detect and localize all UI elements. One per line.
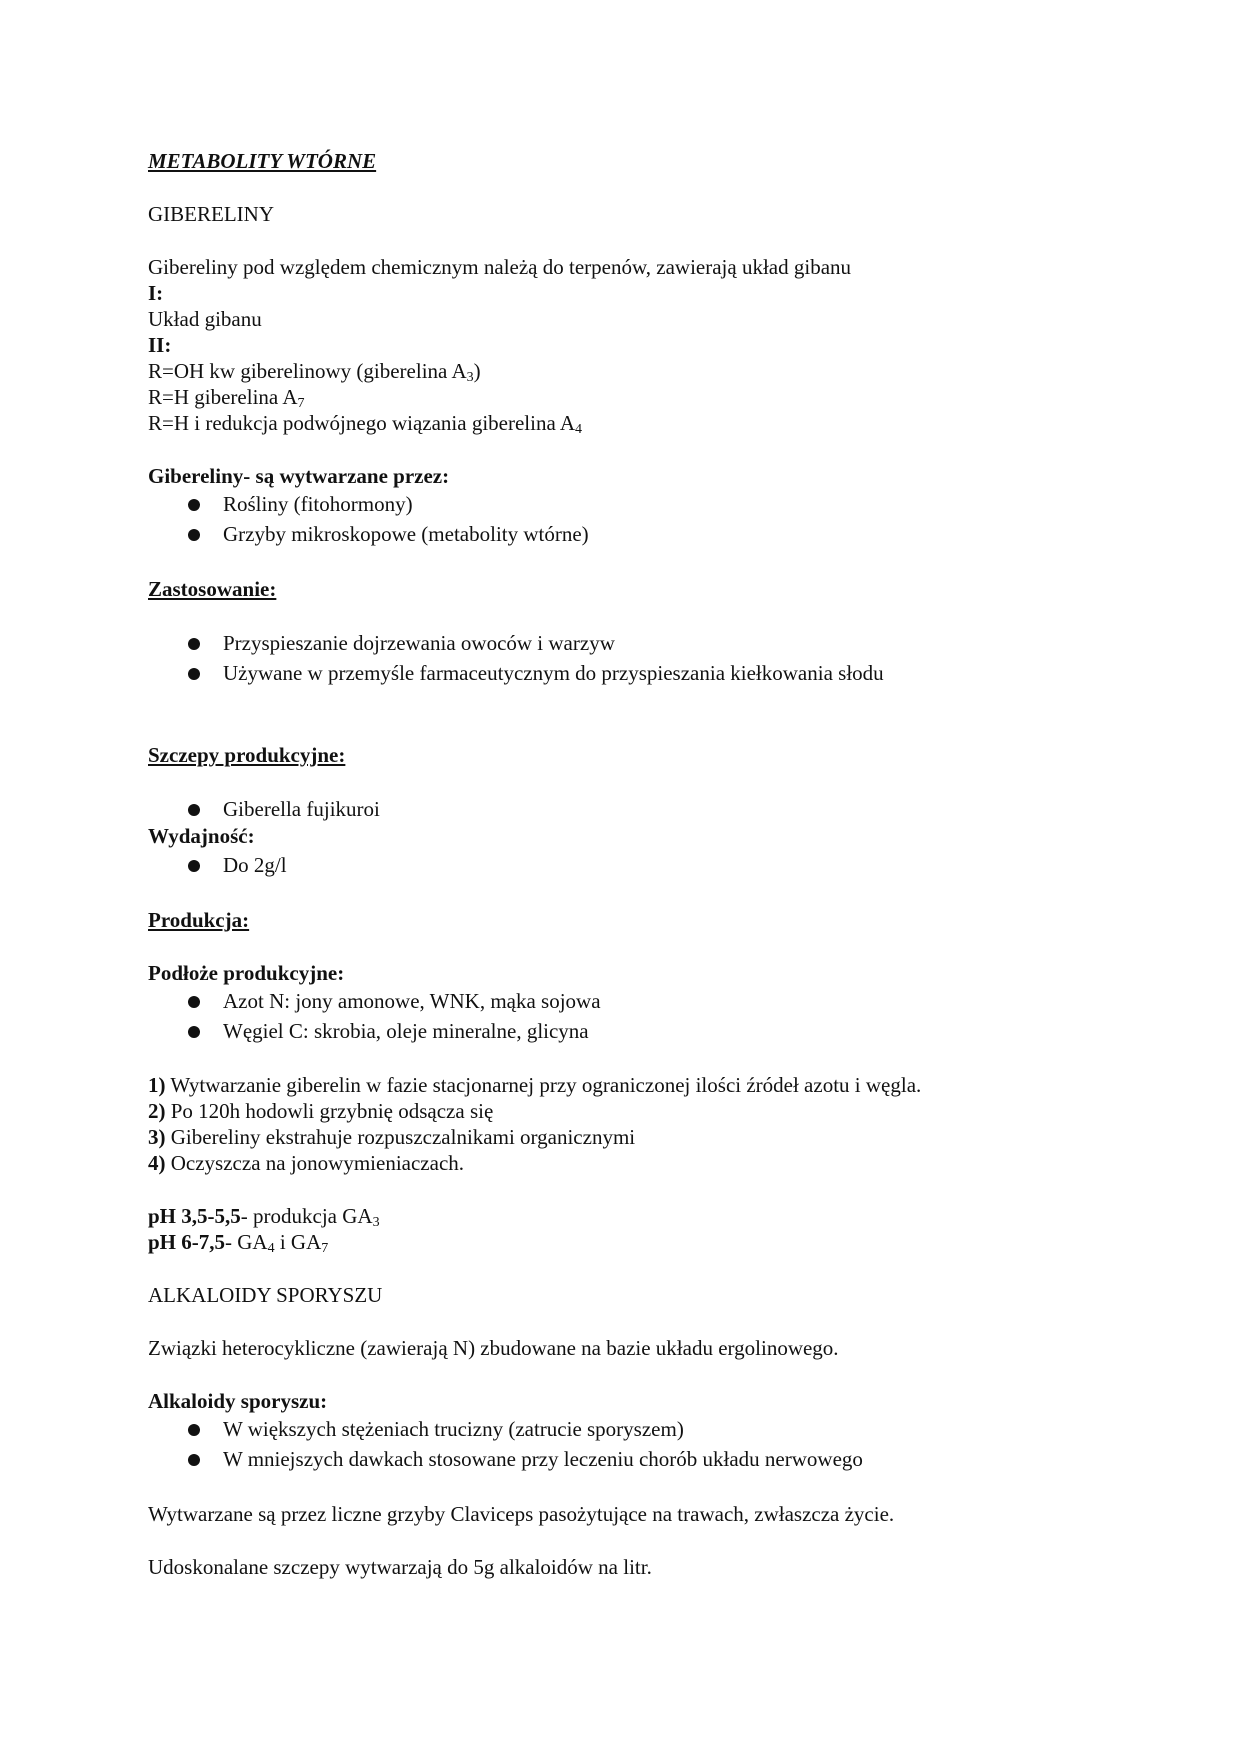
bullet-icon	[188, 1424, 200, 1436]
bullet-icon	[188, 499, 200, 511]
list-item: Używane w przemyśle farmaceutycznym do przyspieszania kiełkowania słodu	[223, 661, 884, 685]
ph-line-1: pH 3,5-5,5- produkcja $GA_3$	[148, 1204, 380, 1230]
step-3: 3) Gibereliny ekstrahuje rozpuszczalnikami organicznymi	[148, 1125, 636, 1149]
produkcja-heading: Produkcja:	[148, 908, 250, 932]
bullet-icon	[188, 1026, 200, 1038]
formula-line-3: R=H i redukcja podwójnego wiązania giberelina $A_4$	[148, 411, 583, 437]
paragraph-claviceps: Wytwarzane są przez liczne grzyby Claviceps pasożytujące na trawach, zwłaszcza życie.	[148, 1502, 895, 1526]
produced-by-heading: Gibereliny- są wytwarzane przez:	[148, 464, 450, 488]
list-item: Giberella fujikuroi	[223, 797, 380, 821]
bullet-icon	[188, 529, 200, 541]
list-item: W większych stężeniach trucizny (zatrucie sporyszem)	[223, 1417, 684, 1441]
bullet-icon	[188, 668, 200, 680]
list-item: Do 2g/l	[223, 853, 287, 877]
section-heading-alkaloidy: ALKALOIDY SPORYSZU	[148, 1283, 383, 1307]
list-item: Przyspieszanie dojrzewania owoców i warzyw	[223, 631, 615, 655]
bullet-icon	[188, 804, 200, 816]
list-item: Grzyby mikroskopowe (metabolity wtórne)	[223, 522, 589, 546]
label-i: I:	[148, 281, 164, 305]
formula-line-2: R=H giberelina $A_7$	[148, 385, 305, 411]
list-item: Azot N: jony amonowe, WNK, mąka sojowa	[223, 989, 601, 1013]
wydajnosc-heading: Wydajność:	[148, 824, 255, 848]
alkaloidy-intro: Związki heterocykliczne (zawierają N) zbudowane na bazie układu ergolinowego.	[148, 1336, 839, 1360]
podloze-heading: Podłoże produkcyjne:	[148, 961, 345, 985]
label-ii: II:	[148, 333, 172, 357]
list-item: Węgiel C: skrobia, oleje mineralne, glicyna	[223, 1019, 589, 1043]
bullet-icon	[188, 638, 200, 650]
szczepy-heading: Szczepy produkcyjne:	[148, 743, 346, 767]
bullet-icon	[188, 996, 200, 1008]
bullet-icon	[188, 1454, 200, 1466]
section-heading-gibereliny: GIBERELINY	[148, 202, 274, 226]
gibereliny-intro: Gibereliny pod względem chemicznym należą do terpenów, zawierają układ gibanu	[148, 255, 852, 279]
document-title: METABOLITY WTÓRNE	[148, 149, 377, 173]
step-2: 2) Po 120h hodowli grzybnię odsącza się	[148, 1099, 494, 1123]
list-item: W mniejszych dawkach stosowane przy leczeniu chorób układu nerwowego	[223, 1447, 863, 1471]
bullet-icon	[188, 860, 200, 872]
list-item: Rośliny (fitohormony)	[223, 492, 413, 516]
step-1: 1) Wytwarzanie giberelin w fazie stacjonarnej przy ograniczonej ilości źródeł azotu i węgla.	[148, 1073, 922, 1097]
ph-line-2: pH 6-7,5- $GA_4$ i $GA_7$	[148, 1230, 329, 1256]
alkaloidy-list-heading: Alkaloidy sporyszu:	[148, 1389, 328, 1413]
formula-line-1: R=OH kw giberelinowy (giberelina $A_3$)	[148, 359, 481, 385]
paragraph-szczepy: Udoskonalane szczepy wytwarzają do 5g alkaloidów na litr.	[148, 1555, 652, 1579]
step-4: 4) Oczyszcza na jonowymieniaczach.	[148, 1151, 465, 1175]
zastosowanie-heading: Zastosowanie:	[148, 577, 277, 601]
uklad-gibanu: Układ gibanu	[148, 307, 262, 331]
